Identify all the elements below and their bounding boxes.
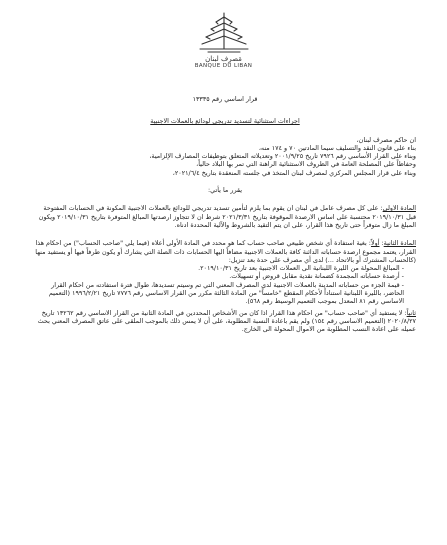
preamble-line: بناء على قانون النقد والتسليف سيما المادتين ٧٠ و ١٧٤ منه، [258,143,416,152]
article-2-first-label: أولاً [370,239,380,248]
preamble-line: وحفاظاً على المصلحة العامة في الظروف الاستثنائية الراهنة التي تمر بها البلاد حالياً، [196,160,416,169]
deduction-item: - قيمة الجزء من حساباته المدينة بالعملات الاجنبية لدى المصرف المعني التي تم وسيتم تسديدها، طوال فترة استفادته من احكام القرار الحاضر، بالليرة اللبنانية استناداً لأحكام المقطع "خامساً" من المادة الثالثة مكرر من القرار الاساسي رقم ٧٧٧٦ تاريخ ١٩٩٦/٢/٢١ (التعميم الاساسي رقم ٨١ المعدل بموجب التعميم الوسيط رقم ٥٦٨). [48,280,404,306]
preamble-line: وبناء على القرار الأساسي رقم ٧٩٢٦ تاريخ ٢٠٠١/٩/٢٥ وتعديلاته المتعلق بتوظيفات المصارف الإلزامية، [149,152,416,161]
deduction-item: - المبالغ المحولة من الليرة اللبنانية الى العملات الاجنبية بعد تاريخ ٢٠١٩/١٠/٣١. [198,264,404,273]
document-body [34,95,416,334]
article-1-heading: المادة الاولى [382,204,416,213]
decision-reference: قرار اساسي رقم ١٣٣٣٥ [192,95,258,103]
article-2-first [34,239,416,264]
letterhead [150,55,297,70]
bank-name-arabic: مَصرِف لبنان [205,55,242,63]
preamble-line: وبناء على قرار المجلس المركزي لمصرف لبنان المتخذ في جلسته المنعقدة بتاريخ ٢٠٢١/٦/٤، [172,168,416,177]
preamble-opening: ان حاكم مصرف لبنان، [356,135,416,144]
article-2-second-label: ثانياً [406,308,416,317]
article-1 [34,204,416,229]
article-2-heading: المادة الثانية [383,239,416,248]
decides-heading: يقرر ما يأتي: [207,186,243,195]
article-1-text: : على كل مصرف عامل في لبنان ان يقوم بما يلزم لتأمين تسديد تدريجي للودائع بالعملات الاجنبية المكونة في الحسابات المفتوحة قبل ٢٠١٩/١٠/٣١ محتسبة على اساس الارصدة الموقوفة بتاريخ ٢٠٢١/٣/٣١ شرط ان لا تتجاوز ارصدتها المبالغ المتوفرة بتاريخ ٢٠١٩/١٠/٣١ ويكون المبلغ ما زال متوفراً حتى تاريخ هذا القرار، على ان يتم التقيد بالشروط والآلية المحددة ادناه. [38,204,416,229]
article-2-second-text: : لا يستفيد أي "صاحب حساب" من احكام هذا القرار اذا كان من الأشخاص المحددين في المادة الثانية من القرار الاساسي رقم ١٣٢٦٢ تاريخ ٢٠٢٠/٨/٢٧ (التعميم الاساسي رقم ١٥٤) ولم يقم باعادة النسبة المطلوبة، على أن لا يمس ذلك بالموجب الملقى على عاتق المصرف المعني بحث عميله على اعادة النسب المطلوبة من الاموال المحولة الى الخارج. [37,308,416,334]
article-2-second [34,309,416,334]
deduction-item: - أرصدة حساباته المجمدة كضمانة نقدية مقابل قروض أو تسهيلات. [229,272,404,281]
article-2-separator: : [379,239,384,248]
cedar-logo-icon [194,9,254,55]
decision-title: اجراءات استثنائية لتسديد تدريجي لودائع بالعملات الاجنبية [150,117,300,126]
bank-name-english: BANQUE DU LIBAN [194,63,253,69]
article-2-first-text: : بغية استفادة أي شخص طبيعي صاحب حساب كما هو محدد في المادة الأولى أعلاه (فيما يلي "صاحب الحساب") من احكام هذا القرار، يعتمد مجموع ارصدة حساباته الدائنة كافة بالعملات الاجنبية مضافاً اليها الحسابات ذات الصلة التي يشارك أو يكون طرفاً فيها أو يستفيد منها (كالحساب المشترك أو بالاتحاد ...) لدى أي مصرف على حدة بعد تنزيل: [35,239,416,264]
